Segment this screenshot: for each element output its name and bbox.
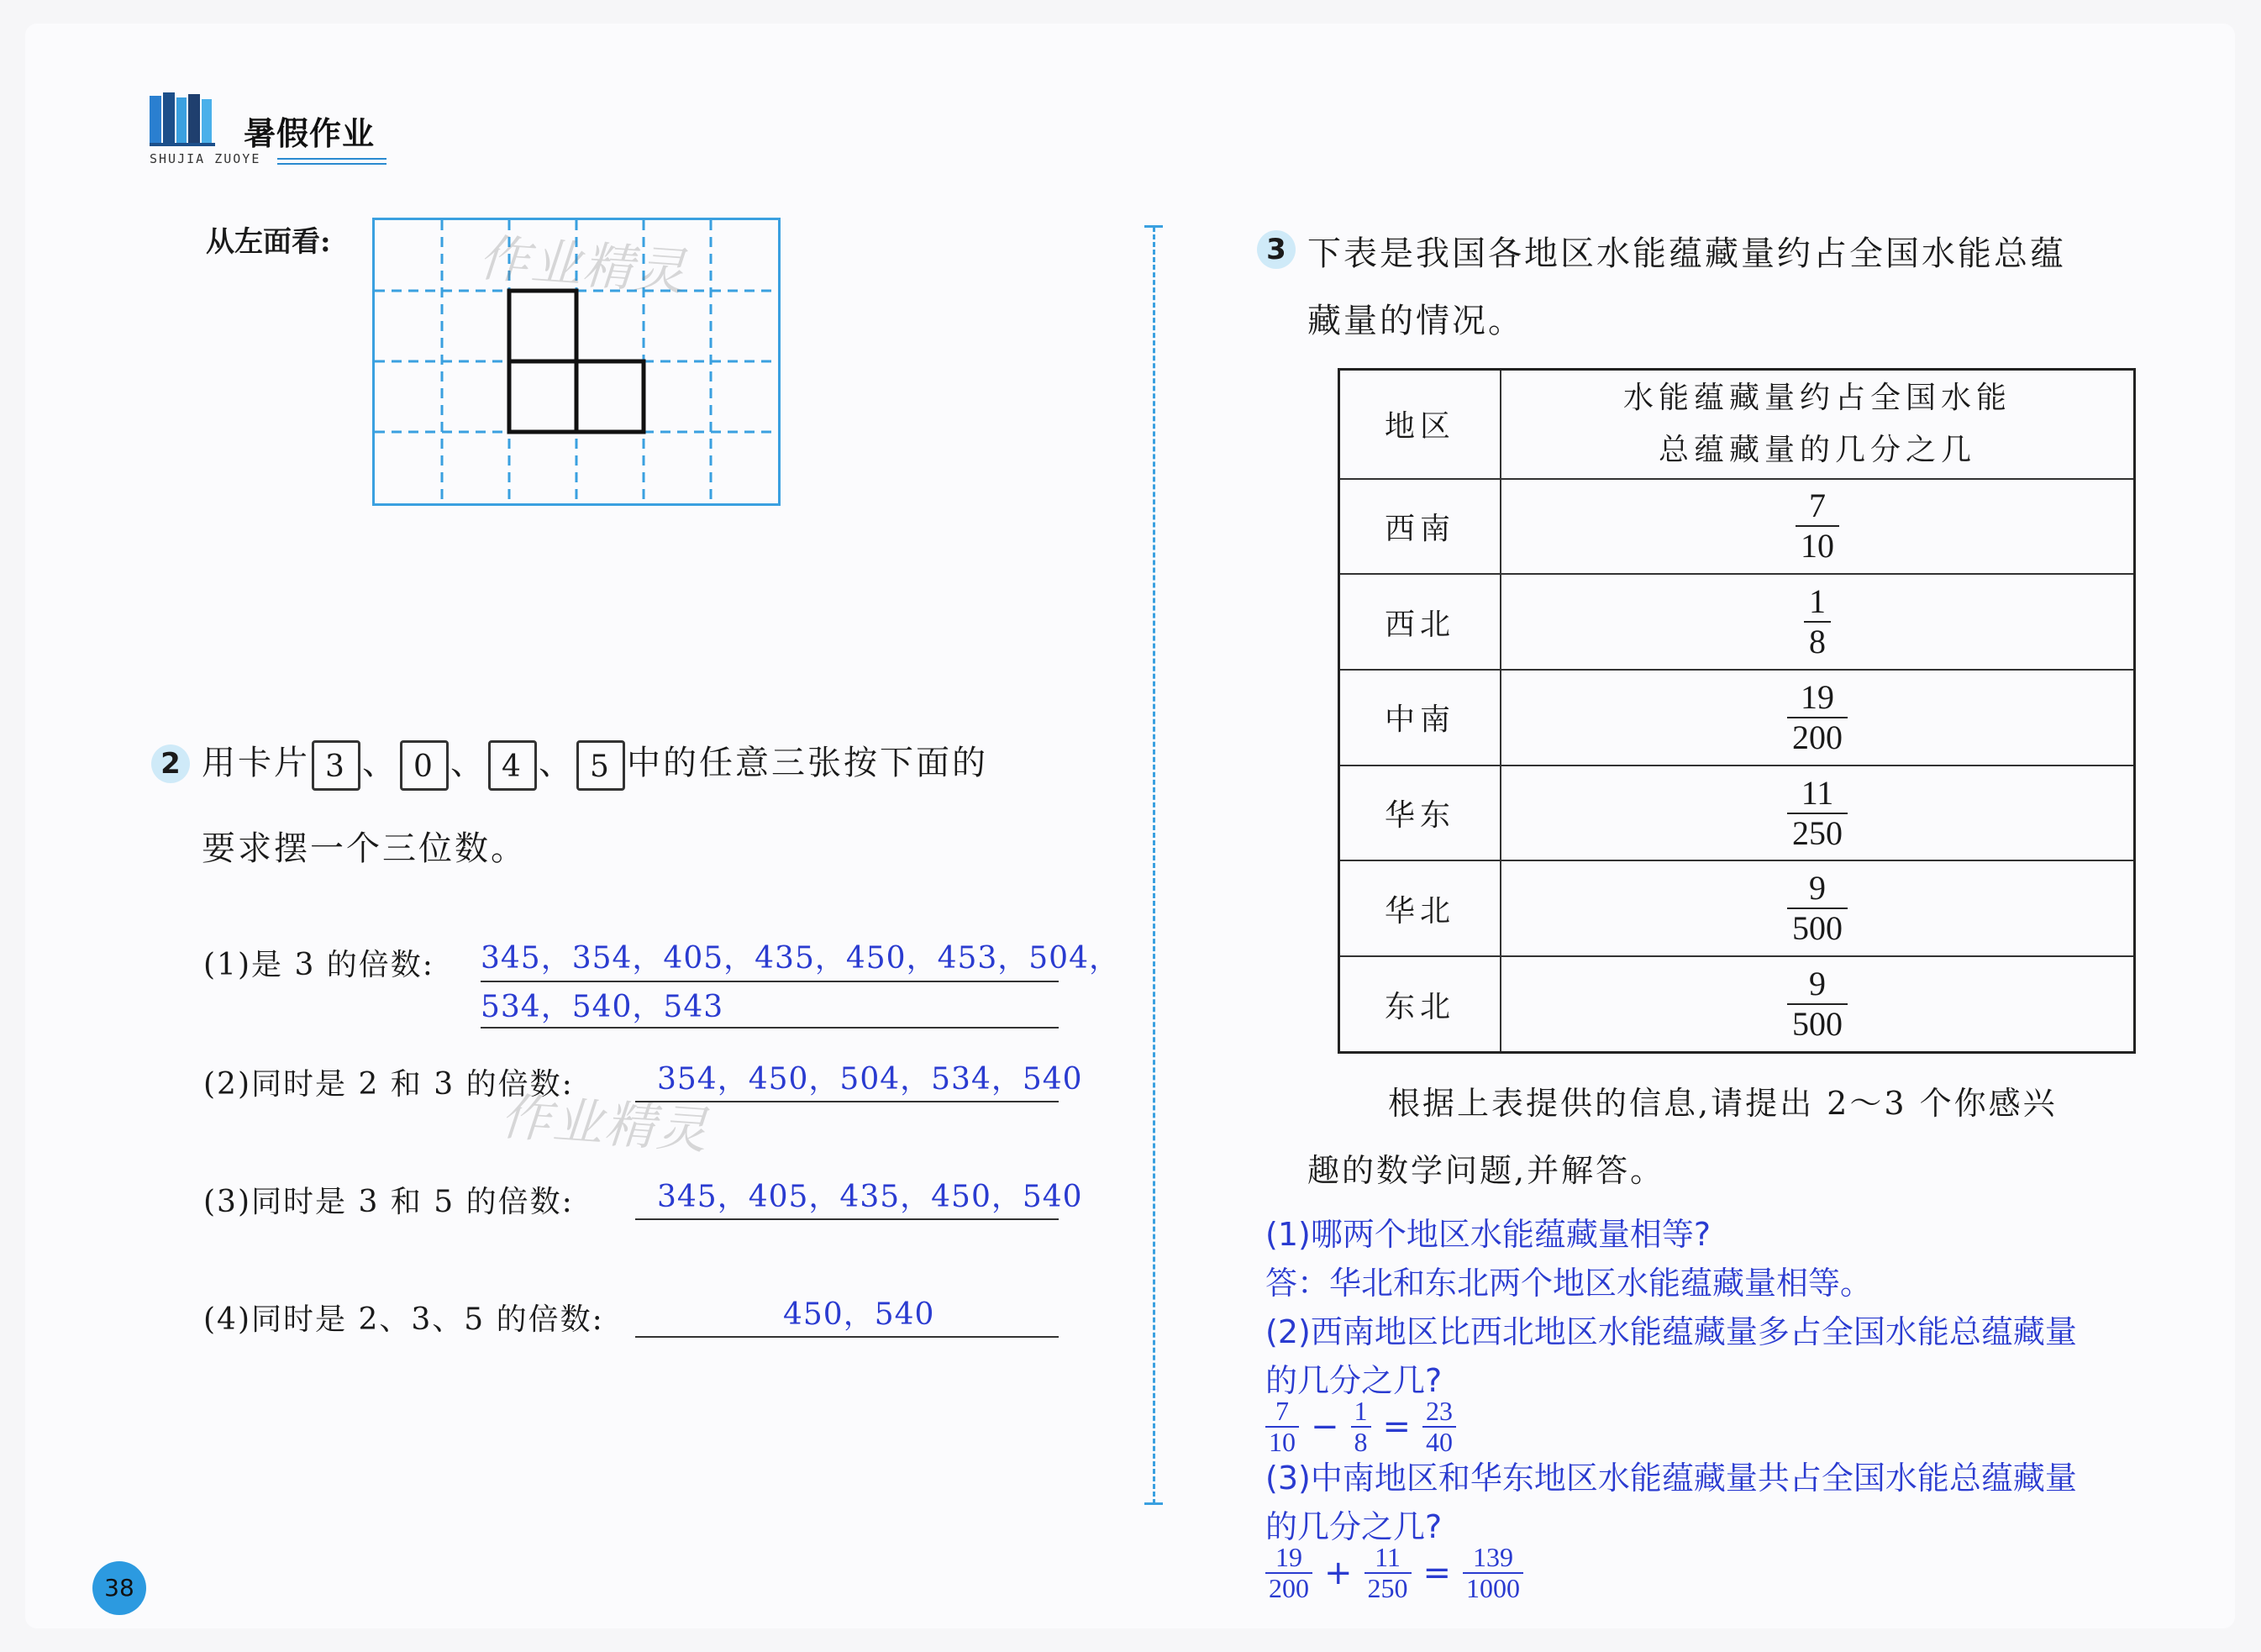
region-cell: 西北 [1339,574,1501,670]
numerator: 23 [1426,1396,1454,1426]
fraction-cell [1501,574,2135,670]
page-number: 38 [92,1561,146,1615]
numerator: 11 [1801,773,1834,812]
denominator: 1000 [1463,1572,1523,1603]
numerator: 19 [1801,677,1834,716]
left-view-shape [509,291,644,432]
fraction [1804,582,1831,661]
fraction [1463,1543,1523,1603]
q2-prompt-part2: 中的任意三张按下面的 [627,744,988,782]
question-3-prompt-line1: 下表是我国各地区水能蕴藏量约占全国水能总蕴 [1307,234,2066,273]
equals-sign: = [1422,1554,1452,1593]
minus-sign: − [1311,1407,1339,1447]
table-row [1339,765,2135,861]
logo-underline [277,158,386,160]
answer-2-equation [1265,1397,1456,1457]
divider-cap-bottom [1144,1502,1163,1505]
numerator: 9 [1809,869,1826,908]
answer-1-answer: 答：华北和东北两个地区水能蕴藏量相等。 [1265,1265,1873,1302]
answer-3-equation [1265,1543,1523,1603]
numerator: 19 [1275,1542,1302,1572]
q3-instruction-line1: 根据上表提供的信息,请提出 2～3 个你感兴 [1388,1085,2058,1122]
fraction [1265,1397,1299,1457]
answer-3-question-line1: (3)中南地区和华东地区水能蕴藏量共占全国水能总蕴藏量 [1265,1460,2077,1497]
denominator: 8 [1804,621,1831,661]
q2-item-4-label: (4)同时是 2、3、5 的倍数: [203,1302,604,1337]
answer-2-question-line1: (2)西南地区比西北地区水能蕴藏量多占全国水能总蕴藏量 [1265,1313,2077,1350]
denominator: 500 [1787,1003,1848,1044]
card-3: 3 [312,740,360,791]
denominator: 200 [1265,1572,1312,1603]
table-row [1339,860,2135,956]
q3-instruction-line2: 趣的数学问题,并解答。 [1307,1152,1665,1189]
books-logo-icon [150,92,234,146]
q2-item-3-underline [635,1218,1059,1220]
q2-item-2-label: (2)同时是 2 和 3 的倍数: [203,1067,574,1102]
logo-underline-2 [277,163,386,165]
numerator: 1 [1809,582,1826,621]
denominator: 40 [1422,1426,1456,1457]
question-2-prompt [202,736,988,791]
watermark-2: 作业精灵 [498,1087,711,1161]
watermark-1: 作业精灵 [476,229,689,303]
numerator: 7 [1275,1396,1289,1426]
region-cell: 华北 [1339,860,1501,956]
region-cell: 中南 [1339,670,1501,765]
fraction-cell [1501,479,2135,575]
question-3-number: 3 [1257,230,1296,269]
fraction-cell [1501,860,2135,956]
numerator: 1 [1354,1396,1368,1426]
workbook-title: 暑假作业 [244,115,376,152]
region-cell: 东北 [1339,956,1501,1052]
q2-item-2-answer: 354，450，504，534，540 [657,1062,1083,1097]
q2-item-1-underline [481,981,1059,982]
q2-item-1-answer-line2: 534，540，543 [481,990,724,1024]
numerator: 7 [1809,487,1826,525]
denominator: 200 [1787,717,1848,757]
q2-item-1-underline-2 [481,1027,1059,1029]
fraction [1787,869,1848,948]
table-row [1339,574,2135,670]
region-cell: 华东 [1339,765,1501,861]
q2-item-3-label: (3)同时是 3 和 5 的倍数: [203,1185,574,1219]
fraction [1796,487,1839,566]
answer-2-question-line2: 的几分之几? [1265,1362,1443,1399]
left-view-label: 从左面看: [206,225,331,259]
q2-item-4-answer: 450，540 [783,1297,935,1332]
hydro-table [1338,368,2136,1054]
question-2-prompt-line2: 要求摆一个三位数。 [202,829,527,868]
denominator: 250 [1787,813,1848,853]
denominator: 10 [1796,525,1839,566]
header-value-line2: 总蕴藏量的几分之几 [1658,432,1976,467]
fraction [1351,1397,1371,1457]
q2-prompt-part1: 用卡片 [202,744,310,782]
fraction [1265,1543,1312,1603]
fraction [1787,965,1848,1044]
fraction-cell [1501,670,2135,765]
fraction [1787,774,1848,853]
q2-item-1-label: (1)是 3 的倍数: [203,948,434,982]
question-2-number: 2 [151,744,190,783]
question-3-prompt-line2: 藏量的情况。 [1307,302,1524,340]
fraction [1787,678,1848,757]
header-value [1501,370,2135,479]
denominator: 500 [1787,908,1848,948]
card-4: 4 [488,740,537,791]
fraction [1422,1397,1456,1457]
separator: 、 [362,744,398,782]
fraction-cell [1501,765,2135,861]
answer-1-question: (1)哪两个地区水能蕴藏量相等? [1265,1216,1711,1253]
table-row [1339,956,2135,1052]
fraction-cell [1501,956,2135,1052]
denominator: 8 [1351,1426,1371,1457]
fraction [1364,1543,1412,1603]
table-header-row [1339,370,2135,479]
page-divider [1153,227,1155,1504]
workbook-subtitle: SHUJIA ZUOYE [150,151,261,166]
table-row [1339,479,2135,575]
separator: 、 [539,744,575,782]
q2-item-4-underline [635,1336,1059,1338]
numerator: 11 [1375,1542,1401,1572]
card-5: 5 [576,740,625,791]
numerator: 9 [1809,965,1826,1003]
denominator: 10 [1265,1426,1299,1457]
header-region: 地区 [1339,370,1501,479]
q2-item-1-answer-line1: 345，354，405，435，450，453，504， [481,941,1120,976]
divider-cap-top [1144,225,1163,228]
answer-3-question-line2: 的几分之几? [1265,1508,1443,1545]
q2-item-3-answer: 345，405，435，450，540 [657,1180,1083,1214]
card-0: 0 [400,740,449,791]
denominator: 250 [1364,1572,1412,1603]
separator: 、 [450,744,486,782]
table-row [1339,670,2135,765]
numerator: 139 [1473,1542,1514,1572]
plus-sign: + [1324,1554,1353,1593]
region-cell: 西南 [1339,479,1501,575]
header-value-line1: 水能蕴藏量约占全国水能 [1622,380,2011,415]
equals-sign: = [1382,1407,1412,1447]
